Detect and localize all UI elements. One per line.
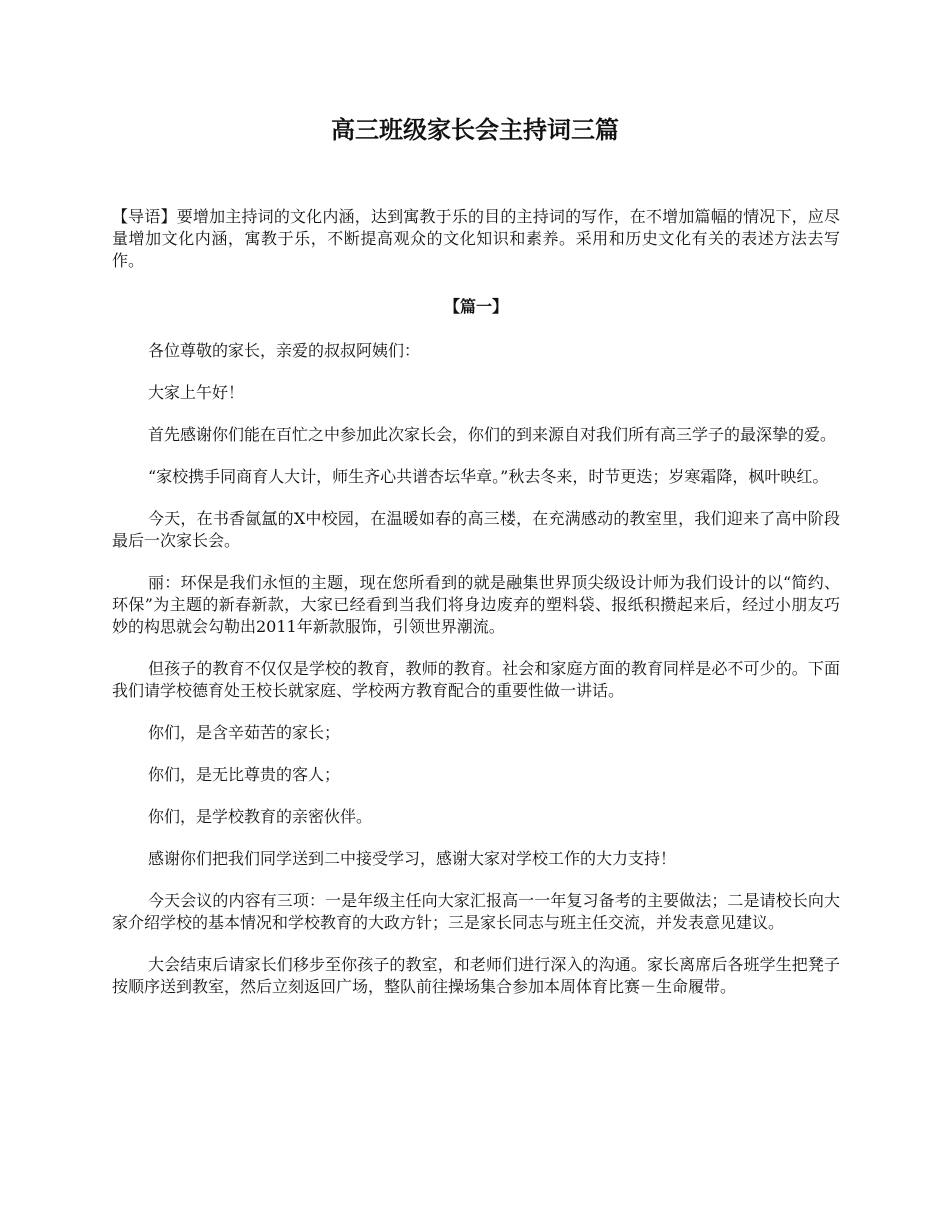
paragraph-partners: 你们，是学校教育的亲密伙伴。 xyxy=(148,807,373,826)
paragraph-quote: “家校携手同商育人大计，师生齐心共谱杏坛华章。”秋去冬来，时节更迭；岁寒霜降，枫叶映红。 xyxy=(148,467,829,486)
paragraph-gratitude: 感谢你们把我们同学送到二中接受学习，感谢大家对学校工作的大力支持！ xyxy=(148,849,677,868)
paragraph-environment: 丽：环保是我们永恒的主题，现在您所看到的就是融集世界顶尖级设计师为我们设计的以“简约、环保”为主题的新春新款，大家已经看到当我们将身边废弃的塑料袋、报纸积攒起来后，经过小朋友巧妙的构思就会勾勒出2011年新款服饰，引领世界潮流。 xyxy=(112,573,840,636)
paragraph-guests: 你们，是无比尊贵的客人； xyxy=(148,765,341,784)
section-heading: 【篇一】 xyxy=(443,297,508,316)
intro-paragraph: 【导语】要增加主持词的文化内涵，达到寓教于乐的目的主持词的写作，在不增加篇幅的情况下，应尽量增加文化内涵，寓教于乐，不断提高观众的文化知识和素养。采用和历史文化有关的表述方法去写作。 xyxy=(112,207,840,270)
paragraph-closing: 大会结束后请家长们移步至你孩子的教室，和老师们进行深入的沟通。家长离席后各班学生把凳子按顺序送到教室，然后立刻返回广场，整队前往操场集合参加本周体育比赛－生命履带。 xyxy=(112,955,840,996)
paragraph-greeting: 各位尊敬的家长，亲爱的叔叔阿姨们： xyxy=(148,341,421,360)
paragraph-today: 今天，在书香氤氲的X中校园，在温暖如春的高三楼，在充满感动的教室里，我们迎来了高中阶段最后一次家长会。 xyxy=(112,509,840,550)
paragraph-good-morning: 大家上午好！ xyxy=(148,383,245,402)
document-body xyxy=(112,206,840,1018)
paragraph-education: 但孩子的教育不仅仅是学校的教育，教师的教育。社会和家庭方面的教育同样是必不可少的。下面我们请学校德育处王校长就家庭、学校两方教育配合的重要性做一讲话。 xyxy=(112,659,840,700)
document-title: 高三班级家长会主持词三篇 xyxy=(331,115,619,144)
paragraph-thanks: 首先感谢你们能在百忙之中参加此次家长会，你们的到来源自对我们所有高三学子的最深挚的爱。 xyxy=(148,425,837,444)
paragraph-parents: 你们，是含辛茹苦的家长； xyxy=(148,723,341,742)
paragraph-agenda: 今天会议的内容有三项：一是年级主任向大家汇报高一一年复习备考的主要做法；二是请校长向大家介绍学校的基本情况和学校教育的大政方针；三是家长同志与班主任交流，并发表意见建议。 xyxy=(112,891,840,932)
